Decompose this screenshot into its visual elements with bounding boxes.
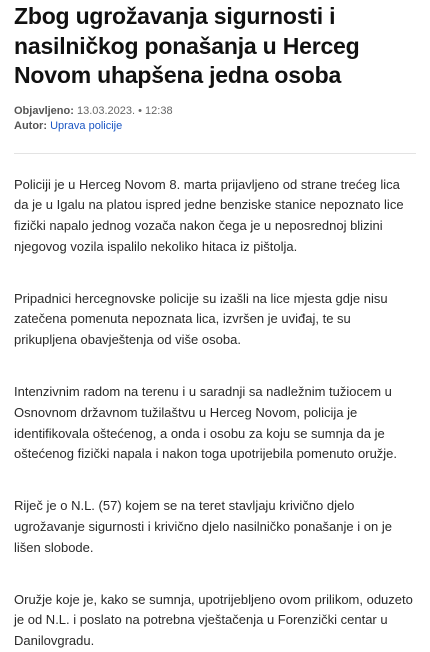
divider — [14, 153, 416, 154]
article-body — [14, 175, 416, 652]
author-link[interactable]: Uprava policije — [50, 120, 122, 132]
article-meta — [14, 104, 416, 135]
article-title: Zbog ugrožavanja sigurnosti i nasilničkog ponašanja u Herceg Novom uhapšena jedna osoba — [14, 0, 416, 91]
published-label: Objavljeno: — [14, 105, 74, 117]
published-row — [14, 104, 416, 120]
author-row — [14, 119, 416, 135]
article-paragraph: Intenzivnim radom na terenu i u saradnji sa nadležnim tužiocem u Osnovnom državnom tužilaštvu u Herceg Novom, policija je identifikovala oštećenog, a onda i osobu za koju se sumnja da je oštećenog fizički napala i nakon toga upotrijebila pomenuto oružje. — [14, 382, 416, 465]
article-paragraph: Policiji je u Herceg Novom 8. marta prijavljeno od strane trećeg lica da je u Igalu na platou ispred jedne benziske stanice nepoznato lice fizički napalo jednog vozača nakon čega je u neposrednoj blizini njegovog vozila ispalilo nekoliko hitaca iz pištolja. — [14, 175, 416, 258]
article-paragraph: Oružje koje je, kako se sumnja, upotrijebljeno ovom prilikom, oduzeto je od N.L. i poslato na potrebna vještačenja u Forenzički centar u Danilovgradu. — [14, 590, 416, 652]
published-date: 13.03.2023. • 12:38 — [77, 105, 173, 117]
article-paragraph: Riječ je o N.L. (57) kojem se na teret stavljaju krivično djelo ugrožavanje sigurnosti i krivično djelo nasilničko ponašanje i on je lišen slobode. — [14, 496, 416, 558]
article-paragraph: Pripadnici hercegnovske policije su izašli na lice mjesta gdje nisu zatečena pomenuta nepoznata lica, izvršen je uviđaj, te su prikupljena obavještenja od više osoba. — [14, 289, 416, 351]
author-label: Autor: — [14, 120, 47, 132]
